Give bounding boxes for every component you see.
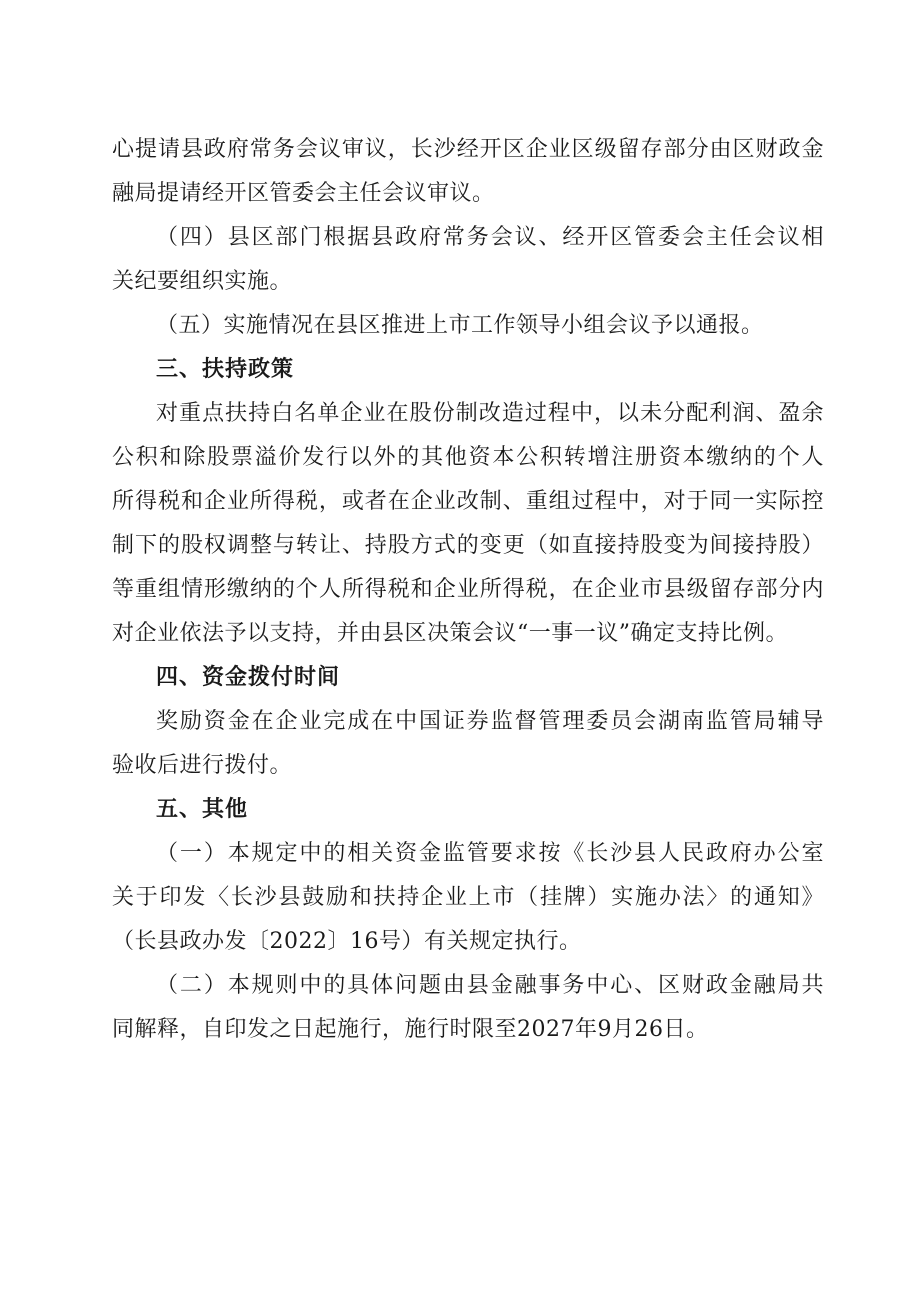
text-line: 所得税和企业所得税，或者在企业改制、重组过程中，对于同一实际控 (112, 489, 824, 514)
paragraph-item-4 (112, 216, 824, 304)
text-line: 对重点扶持白名单企业在股份制改造过程中，以未分配利润、盈余 (156, 401, 824, 426)
paragraph-other-item-2 (112, 964, 824, 1052)
text-line: 对企业依法予以支持，并由县区决策会议“一事一议”确定支持比例。 (112, 621, 788, 646)
text-line: 验收后进行拨付。 (112, 753, 293, 778)
text-line: 等重组情形缴纳的个人所得税和企业所得税，在企业市县级留存部分内 (112, 577, 824, 602)
text-line: （二）本规则中的具体问题由县金融事务中心、区财政金融局共 (156, 973, 824, 998)
text-line: 关于印发〈长沙县鼓励和扶持企业上市（挂牌）实施办法〉的通知》 (112, 885, 824, 910)
section-heading-support-policy: 三、扶持政策 (156, 357, 295, 382)
paragraph-other-item-1 (112, 832, 824, 964)
section-heading-fund-disbursement: 四、资金拨付时间 (156, 665, 341, 690)
paragraph-item-5 (112, 304, 824, 348)
text-line: （五）实施情况在县区推进上市工作领导小组会议予以通报。 (156, 313, 764, 338)
text-line: 心提请县政府常务会议审议，长沙经开区企业区级留存部分由区财政金 (112, 137, 824, 162)
document-page (112, 128, 824, 1052)
paragraph-continuation (112, 128, 824, 216)
text-line: 融局提请经开区管委会主任会议审议。 (112, 181, 495, 206)
text-line: 制下的股权调整与转让、持股方式的变更（如直接持股变为间接持股） (112, 533, 824, 558)
text-line: （长县政办发〔2022〕16号）有关规定执行。 (112, 929, 582, 954)
paragraph-support-policy (112, 392, 824, 656)
text-line: 公积和除股票溢价发行以外的其他资本公积转增注册资本缴纳的个人 (112, 445, 824, 470)
text-line: （四）县区部门根据县政府常务会议、经开区管委会主任会议相 (156, 225, 824, 250)
section-heading-other: 五、其他 (156, 797, 249, 822)
text-line: （一）本规定中的相关资金监管要求按《长沙县人民政府办公室 (156, 841, 824, 866)
text-line: 奖励资金在企业完成在中国证券监督管理委员会湖南监管局辅导 (156, 709, 824, 734)
text-line: 同解释，自印发之日起施行，施行时限至2027年9月26日。 (112, 1017, 709, 1042)
text-line: 关纪要组织实施。 (112, 269, 293, 294)
paragraph-fund-disbursement (112, 700, 824, 788)
